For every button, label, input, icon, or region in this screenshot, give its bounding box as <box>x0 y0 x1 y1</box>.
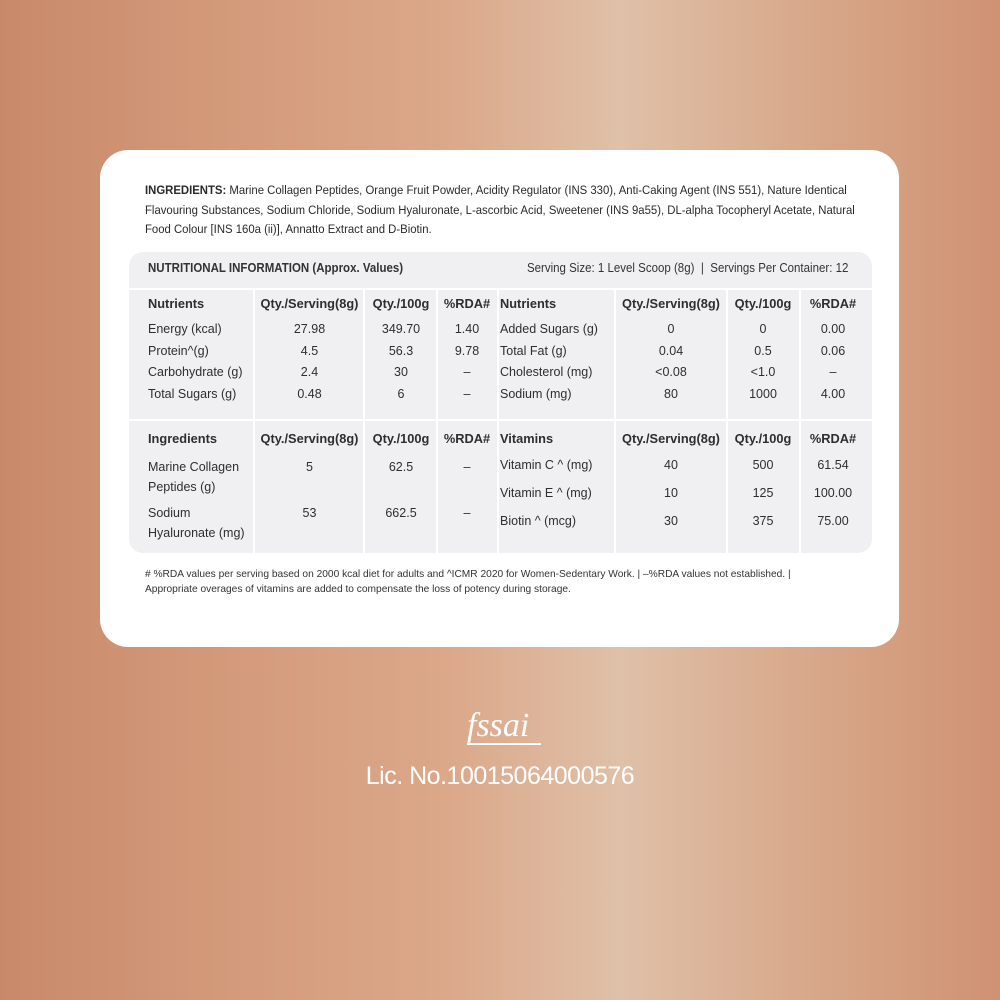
nutrient-cell: 0 <box>759 322 767 336</box>
nutrient-cell: <1.0 <box>750 365 776 379</box>
footnote-line-1: # %RDA values per serving based on 2000 kcal diet for adults and ^ICMR 2020 for Women-Sedentary Work. | –%RDA values not established. | <box>145 569 791 580</box>
column-header: Qty./Serving(8g) <box>622 296 720 311</box>
nutrient-cell: 56.3 <box>388 343 414 358</box>
footnote-line-2: Appropriate overages of vitamins are added to compensate the loss of potency during storage. <box>145 584 571 595</box>
vitamin-cell: 40 <box>664 458 678 472</box>
column-header: Qty./Serving(8g) <box>260 431 359 446</box>
vitamin-cell: 100.00 <box>813 486 853 500</box>
nutrient-cell: 2.4 <box>300 365 319 379</box>
nutrient-cell: 0.48 <box>297 386 322 401</box>
vitamin-cell: 30 <box>664 514 678 528</box>
nutrient-cell: Added Sugars (g) <box>500 322 598 336</box>
nutrient-cell: 0.00 <box>820 322 846 336</box>
nutrient-cell: Protein^(g) <box>148 343 209 358</box>
column-header: Ingredients <box>148 431 217 446</box>
ingredient-cell: – <box>463 460 471 474</box>
vitamin-cell: 375 <box>752 514 774 528</box>
vitamin-cell: Vitamin C ^ (mg) <box>500 458 593 472</box>
vitamin-cell: 61.54 <box>817 458 849 472</box>
nutrient-cell: Carbohydrate (g) <box>148 365 243 379</box>
vitamin-cell: 500 <box>752 458 774 472</box>
ingredient-cell: Marine Collagen Peptides (g) <box>148 460 240 494</box>
column-divider <box>497 290 499 553</box>
nutrient-cell: 0.04 <box>658 343 684 358</box>
nutrition-table-header <box>129 252 872 288</box>
nutrient-cell: 349.70 <box>381 322 421 336</box>
nutrient-cell: 4.00 <box>820 386 846 401</box>
column-header: Nutrients <box>500 296 557 311</box>
column-header: Vitamins <box>500 431 554 446</box>
ingredient-cell: Sodium Hyaluronate (mg) <box>148 506 245 540</box>
nutrient-cell: 6 <box>397 386 405 401</box>
column-header: Qty./100g <box>372 296 430 311</box>
column-header: %RDA# <box>443 431 491 446</box>
column-header: Qty./100g <box>734 296 792 311</box>
column-header: Qty./100g <box>372 431 430 446</box>
column-header: %RDA# <box>443 296 491 311</box>
servings-per-container: Servings Per Container: 12 <box>709 261 848 275</box>
nutrition-label-card <box>100 150 899 647</box>
nutrient-cell: Total Fat (g) <box>500 343 567 358</box>
vitamin-cell: 125 <box>752 486 774 500</box>
ingredient-cell: 5 <box>306 460 313 474</box>
nutrient-cell: 4.5 <box>300 343 319 358</box>
nutrient-cell: 80 <box>664 386 678 401</box>
vitamin-cell: 75.00 <box>817 514 849 528</box>
serving-info <box>527 261 848 275</box>
nutrient-cell: – <box>463 386 471 401</box>
serving-size: Serving Size: 1 Level Scoop (8g) <box>526 261 695 275</box>
nutrient-cell: 27.98 <box>293 322 326 336</box>
nutrient-cell: 9.78 <box>454 343 480 358</box>
divider-sections <box>129 419 872 421</box>
nutrient-cell: 1.40 <box>454 322 480 336</box>
ingredient-cell: 62.5 <box>388 460 414 474</box>
column-header: Qty./100g <box>734 431 792 446</box>
divider-header <box>129 288 872 290</box>
vitamin-cell: Vitamin E ^ (mg) <box>500 486 592 500</box>
nutrient-cell: 0.5 <box>754 343 772 358</box>
serving-separator: | <box>700 261 704 275</box>
nutrient-cell: 30 <box>394 365 408 379</box>
ingredient-cell: 53 <box>302 506 317 520</box>
ingredients-text <box>145 181 867 240</box>
column-header: %RDA# <box>809 296 857 311</box>
nutrition-title: NUTRITIONAL INFORMATION (Approx. Values) <box>148 261 404 275</box>
vitamin-cell: Biotin ^ (mcg) <box>500 514 577 528</box>
column-header: Nutrients <box>148 296 205 311</box>
nutrient-cell: Energy (kcal) <box>148 322 222 336</box>
license-number: Lic. No.10015064000576 <box>365 762 635 790</box>
ingredients-list: Marine Collagen Peptides, Orange Fruit Powder, Acidity Regulator (INS 330), Anti-Caking Agent (INS 551), Nature Identical Flavouring Substances, Sodium Chloride, Sodium Hyaluronate, L-ascorbic Acid, Sweetener (INS 9a55), DL-alpha Tocopheryl Acetate, Natural Food Colour [INS 160a (ii)], Annatto Extract and D-Biotin. <box>145 183 855 236</box>
ingredients-label: INGREDIENTS: <box>145 183 227 197</box>
nutrient-cell: Sodium (mg) <box>500 386 572 401</box>
column-header: Qty./Serving(8g) <box>260 296 359 311</box>
nutrient-cell: 0 <box>667 322 675 336</box>
fssai-logo <box>463 700 553 752</box>
nutrient-cell: Total Sugars (g) <box>148 386 237 401</box>
nutrient-cell: – <box>829 365 837 379</box>
column-header: %RDA# <box>809 431 857 446</box>
footnote <box>145 567 905 597</box>
nutrient-cell: – <box>463 365 471 379</box>
nutrient-cell: 0.06 <box>820 343 846 358</box>
vitamin-cell: 10 <box>664 486 678 500</box>
ingredient-cell: 662.5 <box>385 506 417 520</box>
nutrient-cell: 1000 <box>749 386 777 401</box>
nutrition-table <box>129 252 872 553</box>
nutrient-cell: <0.08 <box>655 365 687 379</box>
fssai-logo-text: fssai <box>467 707 530 744</box>
ingredient-cell: – <box>463 506 471 520</box>
nutrient-cell: Cholesterol (mg) <box>500 365 593 379</box>
column-header: Qty./Serving(8g) <box>622 431 720 446</box>
